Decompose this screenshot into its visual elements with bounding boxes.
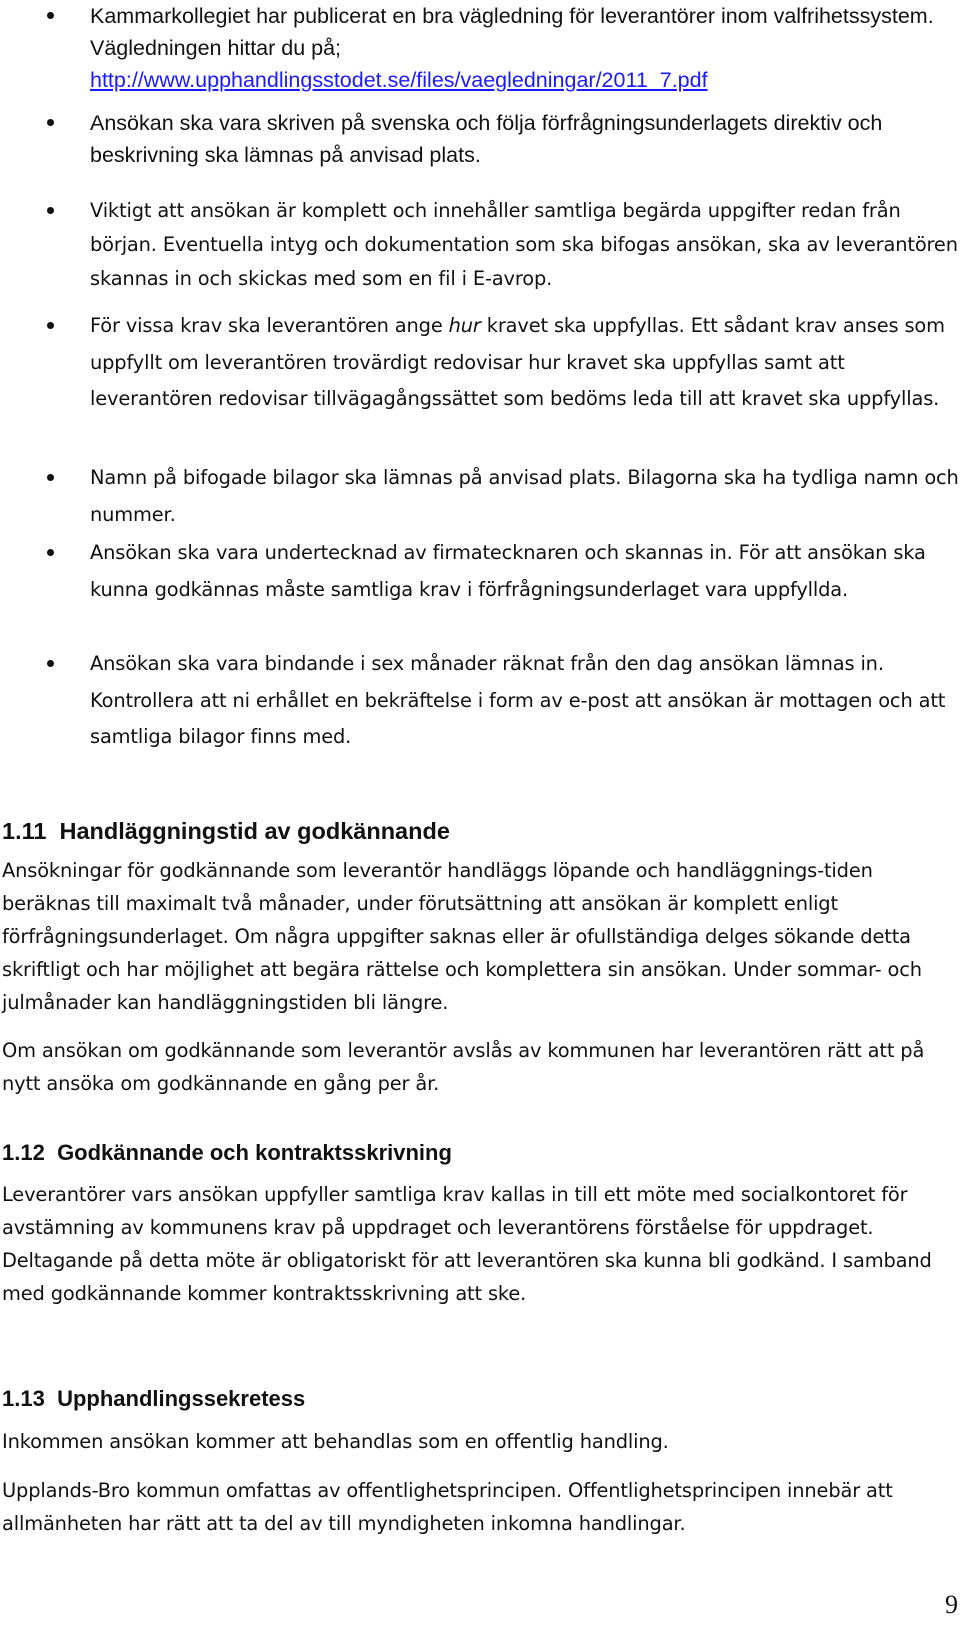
bullet-icon — [47, 119, 54, 126]
guidance-link[interactable]: http://www.upphandlingsstodet.se/files/vaegledningar/2011_7.pdf — [90, 68, 708, 92]
section-paragraph: Om ansökan om godkännande som leverantör avslås av kommunen har leverantören rätt att på nytt ansöka om godkännande en gång per år. — [2, 1039, 925, 1095]
list-item — [0, 646, 960, 756]
section-paragraph: Leverantörer vars ansökan uppfyller samtliga krav kallas in till ett möte med socialkontoret för avstämning av kommunens krav på uppdraget och leverantörens förståelse för uppdraget. Deltagande på detta möte är obligatoriskt för att leverantören ska kunna bli godkänd. I samband med godkännande kommer kontraktsskrivning att ske. — [2, 1183, 932, 1305]
list-item — [0, 0, 960, 90]
section-heading-1-13 — [2, 1386, 305, 1412]
bullet-icon — [47, 207, 54, 214]
list-item — [0, 107, 960, 173]
section-title: Godkännande och kontraktsskrivning — [57, 1140, 452, 1165]
bullet-text: Ansökan ska vara skriven på svenska och följa förfrågningsunderlagets direktiv och beskrivning ska lämnas på anvisad plats. — [90, 111, 883, 167]
section-title: Handläggningstid av godkännande — [59, 818, 450, 844]
bullet-text: Namn på bifogade bilagor ska lämnas på anvisad plats. Bilagorna ska ha tydliga namn och nummer. — [90, 466, 959, 526]
list-item — [0, 460, 960, 533]
bullet-text: Kammarkollegiet har publicerat en bra vägledning för leverantörer inom valfrihetssystem. Vägledningen hittar du på; — [90, 4, 934, 60]
page-number: 9 — [945, 1590, 958, 1619]
section-paragraph: Ansökningar för godkännande som leverantör handläggs löpande och handläggnings-tiden beräknas till maximalt två månader, under förutsättning att ansökan är komplett enligt förfrågningsunderlaget. Om några uppgifter saknas eller är ofullständiga delges sökande detta skriftligt och har möjlighet att begära rättelse och komplettera sin ansökan. Under sommar- och julmånader kan handläggningstiden bli längre. — [2, 859, 922, 1014]
bullet-icon — [47, 549, 54, 556]
bullet-text: Ansökan ska vara undertecknad av firmatecknaren och skannas in. För att ansökan ska kunna godkännas måste samtliga krav i förfrågningsunderlaget vara uppfyllda. — [90, 541, 926, 601]
section-number: 1.11 — [2, 818, 47, 844]
bullet-icon — [47, 12, 54, 19]
section-paragraph: Inkommen ansökan kommer att behandlas som en offentlig handling. — [2, 1430, 669, 1453]
section-paragraph: Upplands-Bro kommun omfattas av offentlighetsprincipen. Offentlighetsprincipen innebär att allmänheten har rätt att ta del av till myndigheten inkomna handlingar. — [2, 1479, 893, 1535]
list-item — [0, 308, 960, 418]
bullet-icon — [47, 474, 54, 481]
section-number: 1.13 — [2, 1386, 45, 1411]
section-heading-1-12 — [2, 1140, 452, 1166]
requirements-list — [0, 0, 960, 167]
bullet-text: Viktigt att ansökan är komplett och innehåller samtliga begärda uppgifter redan från början. Eventuella intyg och dokumentation som ska bifogas ansökan, ska av leverantören skannas in och skickas med som en fil i E-avrop. — [90, 199, 958, 290]
bullet-text-before: För vissa krav ska leverantören ange — [90, 314, 449, 337]
section-heading-1-11 — [2, 818, 450, 845]
bullet-text: Ansökan ska vara bindande i sex månader räknat från den dag ansökan lämnas in. Kontrollera att ni erhållet en bekräftelse i form av e-post att ansökan är mottagen och att samtliga bilagor finns med. — [90, 652, 946, 748]
section-number: 1.12 — [2, 1140, 45, 1165]
section-title: Upphandlingssekretess — [57, 1386, 306, 1411]
bullet-icon — [47, 322, 54, 329]
bullet-text-after: kravet ska uppfyllas. Ett sådant krav anses som uppfyllt om leverantören trovärdigt redovisar hur kravet ska uppfyllas samt att leverantören redovisar tillvägagångssättet som bedöms leda till att kravet ska uppfyllas. — [90, 314, 945, 410]
bullet-icon — [47, 660, 54, 667]
list-item — [0, 535, 960, 608]
emphasis-text: hur — [448, 314, 481, 337]
list-item — [0, 194, 960, 296]
